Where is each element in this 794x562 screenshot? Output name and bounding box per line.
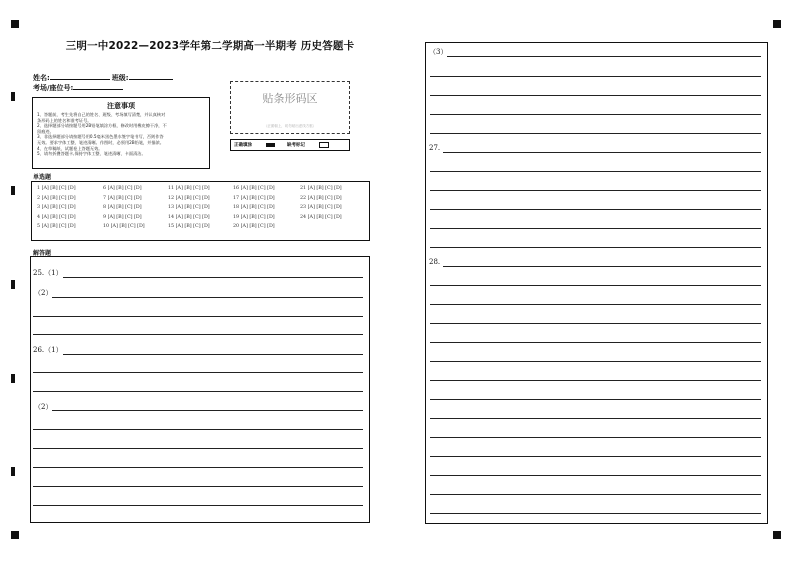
choice-item[interactable]: 17 [A] [B] [C] [D] <box>233 195 275 201</box>
question-25-1-label: 25.（1） <box>33 269 63 277</box>
timing-mark <box>11 280 15 289</box>
notice-line: 条形码上的姓名和准考证号。 <box>37 117 92 123</box>
choice-item[interactable]: 23 [A] [B] [C] [D] <box>300 205 342 211</box>
timing-mark <box>11 374 15 383</box>
answer-line[interactable] <box>430 456 761 457</box>
answer-line[interactable] <box>430 494 761 495</box>
answer-line[interactable] <box>33 372 363 373</box>
answer-line[interactable] <box>63 354 363 355</box>
question-26-3-label: （3） <box>429 48 448 56</box>
choice-item[interactable]: 10 [A] [B] [C] [D] <box>103 224 145 230</box>
choice-item[interactable]: 15 [A] [B] [C] [D] <box>168 224 210 230</box>
notice-line: 3、非选择题部分请按题号用0.5毫米黑色墨水签字笔书写，否则作答 <box>37 134 164 140</box>
name-field[interactable] <box>50 72 110 80</box>
question-26-1-label: 26.（1） <box>33 346 63 354</box>
alignment-mark <box>773 531 781 539</box>
answer-line[interactable] <box>430 228 761 229</box>
answer-line[interactable] <box>430 133 761 134</box>
timing-mark <box>11 467 15 476</box>
choice-item[interactable]: 12 [A] [B] [C] [D] <box>168 195 210 201</box>
answer-line[interactable] <box>52 297 363 298</box>
answer-line[interactable] <box>430 361 761 362</box>
choice-item[interactable]: 9 [A] [B] [C] [D] <box>103 214 142 220</box>
barcode-label: 贴条形码区 <box>262 92 318 105</box>
answer-line[interactable] <box>63 277 363 278</box>
answer-line[interactable] <box>430 437 761 438</box>
section-answer: 解答题 <box>33 250 52 257</box>
alignment-mark <box>11 531 19 539</box>
choice-item[interactable]: 16 [A] [B] [C] [D] <box>233 186 275 191</box>
notice-line: 2、选择题部分请按题号用2B铅笔填涂方框，修改时用橡皮擦干净，不 <box>37 123 167 129</box>
answer-line[interactable] <box>430 209 761 210</box>
class-label: 班级: <box>111 74 129 82</box>
answer-line[interactable] <box>447 56 761 57</box>
choice-item[interactable]: 22 [A] [B] [C] [D] <box>300 195 342 201</box>
page-title: 三明一中2022—2023学年第二学期高一半期考 历史答题卡 <box>65 40 355 52</box>
answer-line[interactable] <box>430 418 761 419</box>
answer-line[interactable] <box>443 152 761 153</box>
answer-line[interactable] <box>33 486 363 487</box>
answer-line[interactable] <box>33 429 363 430</box>
answer-line[interactable] <box>430 76 761 77</box>
choice-item[interactable]: 20 [A] [B] [C] [D] <box>233 224 275 230</box>
answer-line[interactable] <box>33 334 363 335</box>
answer-line[interactable] <box>430 247 761 248</box>
choice-item[interactable]: 7 [A] [B] [C] [D] <box>103 195 142 201</box>
answer-line[interactable] <box>33 467 363 468</box>
answer-line[interactable] <box>430 323 761 324</box>
answer-line[interactable] <box>430 475 761 476</box>
choice-item[interactable]: 24 [A] [B] [C] [D] <box>300 214 342 220</box>
notice-line: 4、在草稿纸、试题卷上答题无效。 <box>37 145 103 151</box>
notice-title: 注意事项 <box>107 102 135 110</box>
choice-item[interactable]: 8 [A] [B] [C] [D] <box>103 205 142 211</box>
notice-line: 5、请勿折叠答题卡,保持字体工整、笔迹清晰、卡面清洁。 <box>37 151 146 157</box>
notice-line: 1、答题前，考生先将自己的姓名、班级、考场填写清楚，并认真核对 <box>37 112 166 117</box>
section-single-choice: 单选题 <box>33 174 52 181</box>
correct-fill-swatch <box>266 143 275 147</box>
choice-item[interactable]: 4 [A] [B] [C] [D] <box>37 214 76 220</box>
barcode-sub: （正面朝上，切勿贴出虚线方框） <box>263 124 317 128</box>
correct-fill-label: 正确填涂 <box>234 143 252 148</box>
single-choice-grid <box>31 181 370 241</box>
answer-line[interactable] <box>430 380 761 381</box>
answer-line[interactable] <box>430 190 761 191</box>
notice-box <box>32 97 210 169</box>
choice-item[interactable]: 5 [A] [B] [C] [D] <box>37 224 76 230</box>
answer-line[interactable] <box>430 95 761 96</box>
question-28-label: 28. <box>429 258 441 266</box>
choice-item[interactable]: 2 [A] [B] [C] [D] <box>37 195 76 201</box>
notice-line: 无效。要求字体工整、笔迹清晰。作图时，必须用2B铅笔，并描浓。 <box>37 139 164 145</box>
timing-mark <box>11 186 15 195</box>
choice-item[interactable]: 11 [A] [B] [C] [D] <box>168 186 210 191</box>
choice-item[interactable]: 3 [A] [B] [C] [D] <box>37 205 76 211</box>
choice-item[interactable]: 13 [A] [B] [C] [D] <box>168 205 210 211</box>
choice-item[interactable]: 21 [A] [B] [C] [D] <box>300 186 342 191</box>
notice-line: 留痕迹。 <box>37 128 54 134</box>
choice-item[interactable]: 14 [A] [B] [C] [D] <box>168 214 210 220</box>
name-label: 姓名: <box>33 74 50 82</box>
class-field[interactable] <box>129 72 173 80</box>
answer-line[interactable] <box>33 505 363 506</box>
question-27-label: 27. <box>429 144 441 152</box>
answer-line[interactable] <box>430 342 761 343</box>
choice-item[interactable]: 18 [A] [B] [C] [D] <box>233 205 275 211</box>
answer-line[interactable] <box>33 448 363 449</box>
exam-seat-field[interactable] <box>73 82 123 90</box>
question-26-2-label: （2） <box>34 403 53 411</box>
answer-line[interactable] <box>430 304 761 305</box>
timing-mark <box>11 92 15 101</box>
choice-item[interactable]: 1 [A] [B] [C] [D] <box>37 186 76 191</box>
answer-line[interactable] <box>52 410 363 411</box>
absent-mark-label: 缺考标记 <box>287 143 305 148</box>
question-25-2-label: （2） <box>34 289 53 297</box>
answer-line[interactable] <box>430 513 761 514</box>
exam-seat-label: 考场/座位号: <box>33 84 74 92</box>
answer-line[interactable] <box>443 266 761 267</box>
exam-seat-row <box>33 82 123 93</box>
answer-line[interactable] <box>430 285 761 286</box>
choice-item[interactable]: 6 [A] [B] [C] [D] <box>103 186 142 191</box>
alignment-mark <box>11 20 19 28</box>
answer-line[interactable] <box>33 316 363 317</box>
fill-example <box>230 139 350 151</box>
answer-line[interactable] <box>430 399 761 400</box>
notice-body <box>33 111 209 157</box>
answer-line[interactable] <box>430 171 761 172</box>
alignment-mark <box>773 20 781 28</box>
answer-line[interactable] <box>430 114 761 115</box>
barcode-area <box>230 81 350 134</box>
choice-item[interactable]: 19 [A] [B] [C] [D] <box>233 214 275 220</box>
absent-mark-checkbox[interactable] <box>319 142 329 148</box>
answer-line[interactable] <box>33 391 363 392</box>
